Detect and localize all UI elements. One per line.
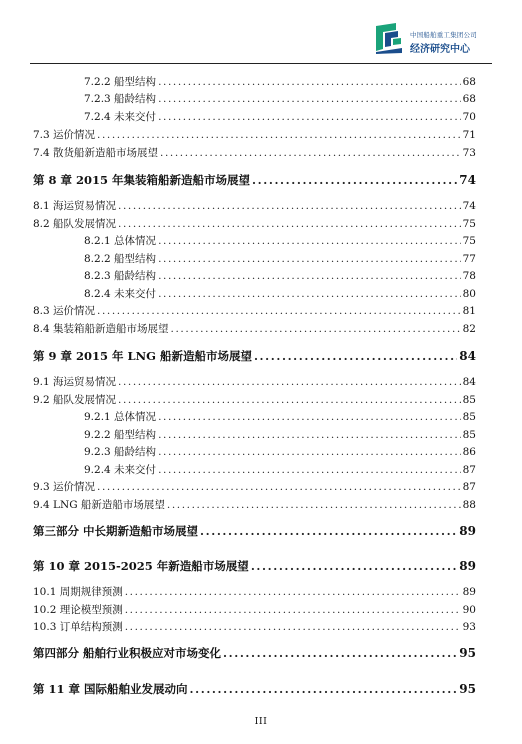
toc-leader-dots: [167, 499, 461, 511]
toc-entry-page: 95: [459, 682, 476, 696]
toc-entry-page: 89: [459, 559, 476, 573]
toc-entry-label: 第四部分 船舶行业积极应对市场变化: [33, 646, 222, 660]
toc-entry[interactable]: [33, 619, 476, 634]
toc-entry[interactable]: [84, 109, 476, 124]
toc-chapter-entry[interactable]: [33, 558, 476, 574]
toc-chapter-entry[interactable]: [33, 681, 476, 697]
toc-leader-dots: [254, 349, 457, 363]
toc-entry[interactable]: [84, 444, 476, 459]
toc-entry-page: 75: [462, 235, 476, 247]
toc-leader-dots: [200, 524, 457, 538]
toc-entry-page: 89: [459, 524, 476, 538]
toc-entry-page: 82: [462, 323, 476, 335]
toc-entry[interactable]: [33, 321, 476, 336]
toc-entry-page: 68: [462, 76, 476, 88]
toc-chapter-entry[interactable]: [33, 645, 476, 661]
toc-entry-label: 7.2.4 未来交付: [84, 111, 157, 123]
toc-entry-label: 第 9 章 2015 年 LNG 船新造船市场展望: [33, 349, 252, 363]
toc-entry-label: 7.2.3 船龄结构: [84, 93, 157, 105]
toc-leader-dots: [158, 446, 461, 458]
toc-entry-label: 8.2 船队发展情况: [33, 218, 117, 230]
toc-leader-dots: [252, 173, 457, 187]
toc-entry-label: 8.2.4 未来交付: [84, 288, 157, 300]
company-logo: [374, 22, 404, 54]
toc-entry-label: 9.1 海运贸易情况: [33, 376, 117, 388]
toc-entry-label: 8.1 海运贸易情况: [33, 200, 117, 212]
toc-entry-page: 78: [462, 270, 476, 282]
toc-entry[interactable]: [84, 268, 476, 283]
toc-entry-label: 9.4 LNG 船新造船市场展望: [33, 499, 165, 511]
toc-entry-page: 75: [462, 218, 476, 230]
toc-entry[interactable]: [33, 479, 476, 494]
toc-entry-label: 8.4 集装箱船新造船市场展望: [33, 323, 169, 335]
toc-entry-page: 74: [459, 173, 476, 187]
toc-entry[interactable]: [33, 145, 476, 160]
toc-leader-dots: [158, 429, 461, 441]
toc-entry[interactable]: [84, 74, 476, 89]
toc-entry-label: 10.3 订单结构预测: [33, 621, 123, 633]
toc-leader-dots: [171, 323, 461, 335]
toc-leader-dots: [158, 93, 461, 105]
toc-entry[interactable]: [33, 392, 476, 407]
toc-entry[interactable]: [33, 216, 476, 231]
toc-leader-dots: [125, 621, 461, 633]
toc-entry-label: 第三部分 中长期新造船市场展望: [33, 524, 199, 538]
toc-entry-label: 8.2.1 总体情况: [84, 235, 157, 247]
toc-entry[interactable]: [33, 497, 476, 512]
toc-entry-page: 86: [462, 446, 476, 458]
toc-entry-page: 89: [462, 586, 476, 598]
toc-entry-label: 8.2.3 船龄结构: [84, 270, 157, 282]
org-name-big: 经济研究中心: [410, 44, 470, 55]
toc-leader-dots: [118, 376, 461, 388]
toc-chapter-entry[interactable]: [33, 523, 476, 539]
toc-entry-label: 9.3 运价情况: [33, 481, 96, 493]
toc-leader-dots: [160, 147, 461, 159]
toc-entry-label: 9.2.4 未来交付: [84, 464, 157, 476]
toc-entry-label: 7.4 散货船新造船市场展望: [33, 147, 159, 159]
toc-leader-dots: [158, 270, 461, 282]
toc-entry-page: 90: [462, 604, 476, 616]
toc-entry-label: 第 10 章 2015-2025 年新造船市场展望: [33, 559, 249, 573]
toc-entry[interactable]: [33, 198, 476, 213]
toc-leader-dots: [158, 253, 461, 265]
toc-entry-label: 7.2.2 船型结构: [84, 76, 157, 88]
toc-leader-dots: [118, 394, 461, 406]
toc-leader-dots: [158, 464, 461, 476]
toc-entry-label: 10.2 理论模型预测: [33, 604, 123, 616]
toc-entry-page: 80: [462, 288, 476, 300]
toc-leader-dots: [118, 218, 461, 230]
toc-entry[interactable]: [33, 602, 476, 617]
toc-entry[interactable]: [84, 233, 476, 248]
toc-entry-page: 84: [459, 349, 476, 363]
toc-entry[interactable]: [33, 374, 476, 389]
toc-leader-dots: [223, 646, 457, 660]
page-number: III: [254, 716, 268, 727]
toc-entry-page: 77: [462, 253, 476, 265]
toc-leader-dots: [158, 235, 461, 247]
page-header: [0, 0, 522, 66]
toc-leader-dots: [158, 411, 461, 423]
toc-leader-dots: [158, 76, 461, 88]
toc-entry-page: 87: [462, 464, 476, 476]
toc-entry-page: 93: [462, 621, 476, 633]
org-name-small: 中国船舶重工集团公司: [410, 31, 477, 39]
toc-entry-page: 87: [462, 481, 476, 493]
toc-entry-label: 8.2.2 船型结构: [84, 253, 157, 265]
toc-chapter-entry[interactable]: [33, 172, 476, 188]
toc-entry-label: 10.1 周期规律预测: [33, 586, 123, 598]
toc-entry-page: 73: [462, 147, 476, 159]
toc-entry[interactable]: [84, 91, 476, 106]
toc-entry-page: 95: [459, 646, 476, 660]
toc-leader-dots: [190, 682, 458, 696]
toc-leader-dots: [97, 305, 461, 317]
toc-entry-page: 85: [462, 429, 476, 441]
toc-entry[interactable]: [84, 409, 476, 424]
toc-leader-dots: [118, 200, 461, 212]
toc-entry-label: 9.2.3 船龄结构: [84, 446, 157, 458]
toc-entry-page: 81: [462, 305, 476, 317]
toc-entry[interactable]: [84, 286, 476, 301]
toc-entry-label: 9.2.1 总体情况: [84, 411, 157, 423]
toc-entry-page: 74: [462, 200, 476, 212]
toc-leader-dots: [125, 586, 461, 598]
toc-entry-page: 85: [462, 411, 476, 423]
toc-entry-label: 8.3 运价情况: [33, 305, 96, 317]
toc-entry-label: 7.3 运价情况: [33, 129, 96, 141]
toc-leader-dots: [158, 111, 461, 123]
toc-entry-label: 第 11 章 国际船舶业发展动向: [33, 682, 188, 696]
toc-leader-dots: [251, 559, 457, 573]
toc-entry-label: 第 8 章 2015 年集装箱船新造船市场展望: [33, 173, 251, 187]
toc-entry[interactable]: [84, 462, 476, 477]
toc-entry[interactable]: [33, 127, 476, 142]
toc-leader-dots: [158, 288, 461, 300]
toc-leader-dots: [97, 481, 461, 493]
toc-entry-page: 71: [462, 129, 476, 141]
toc-entry[interactable]: [33, 303, 476, 318]
toc-entry-page: 70: [462, 111, 476, 123]
toc-entry[interactable]: [84, 251, 476, 266]
toc-entry-page: 68: [462, 93, 476, 105]
toc-chapter-entry[interactable]: [33, 348, 476, 364]
logo-text: [410, 30, 477, 55]
toc-entry-page: 85: [462, 394, 476, 406]
toc-leader-dots: [97, 129, 461, 141]
toc-entry-page: 84: [462, 376, 476, 388]
toc-entry[interactable]: [84, 427, 476, 442]
toc-leader-dots: [125, 604, 461, 616]
toc-entry-label: 9.2 船队发展情况: [33, 394, 117, 406]
header-divider: [30, 63, 492, 64]
toc-entry-label: 9.2.2 船型结构: [84, 429, 157, 441]
toc-entry-page: 88: [462, 499, 476, 511]
toc-entry[interactable]: [33, 584, 476, 599]
